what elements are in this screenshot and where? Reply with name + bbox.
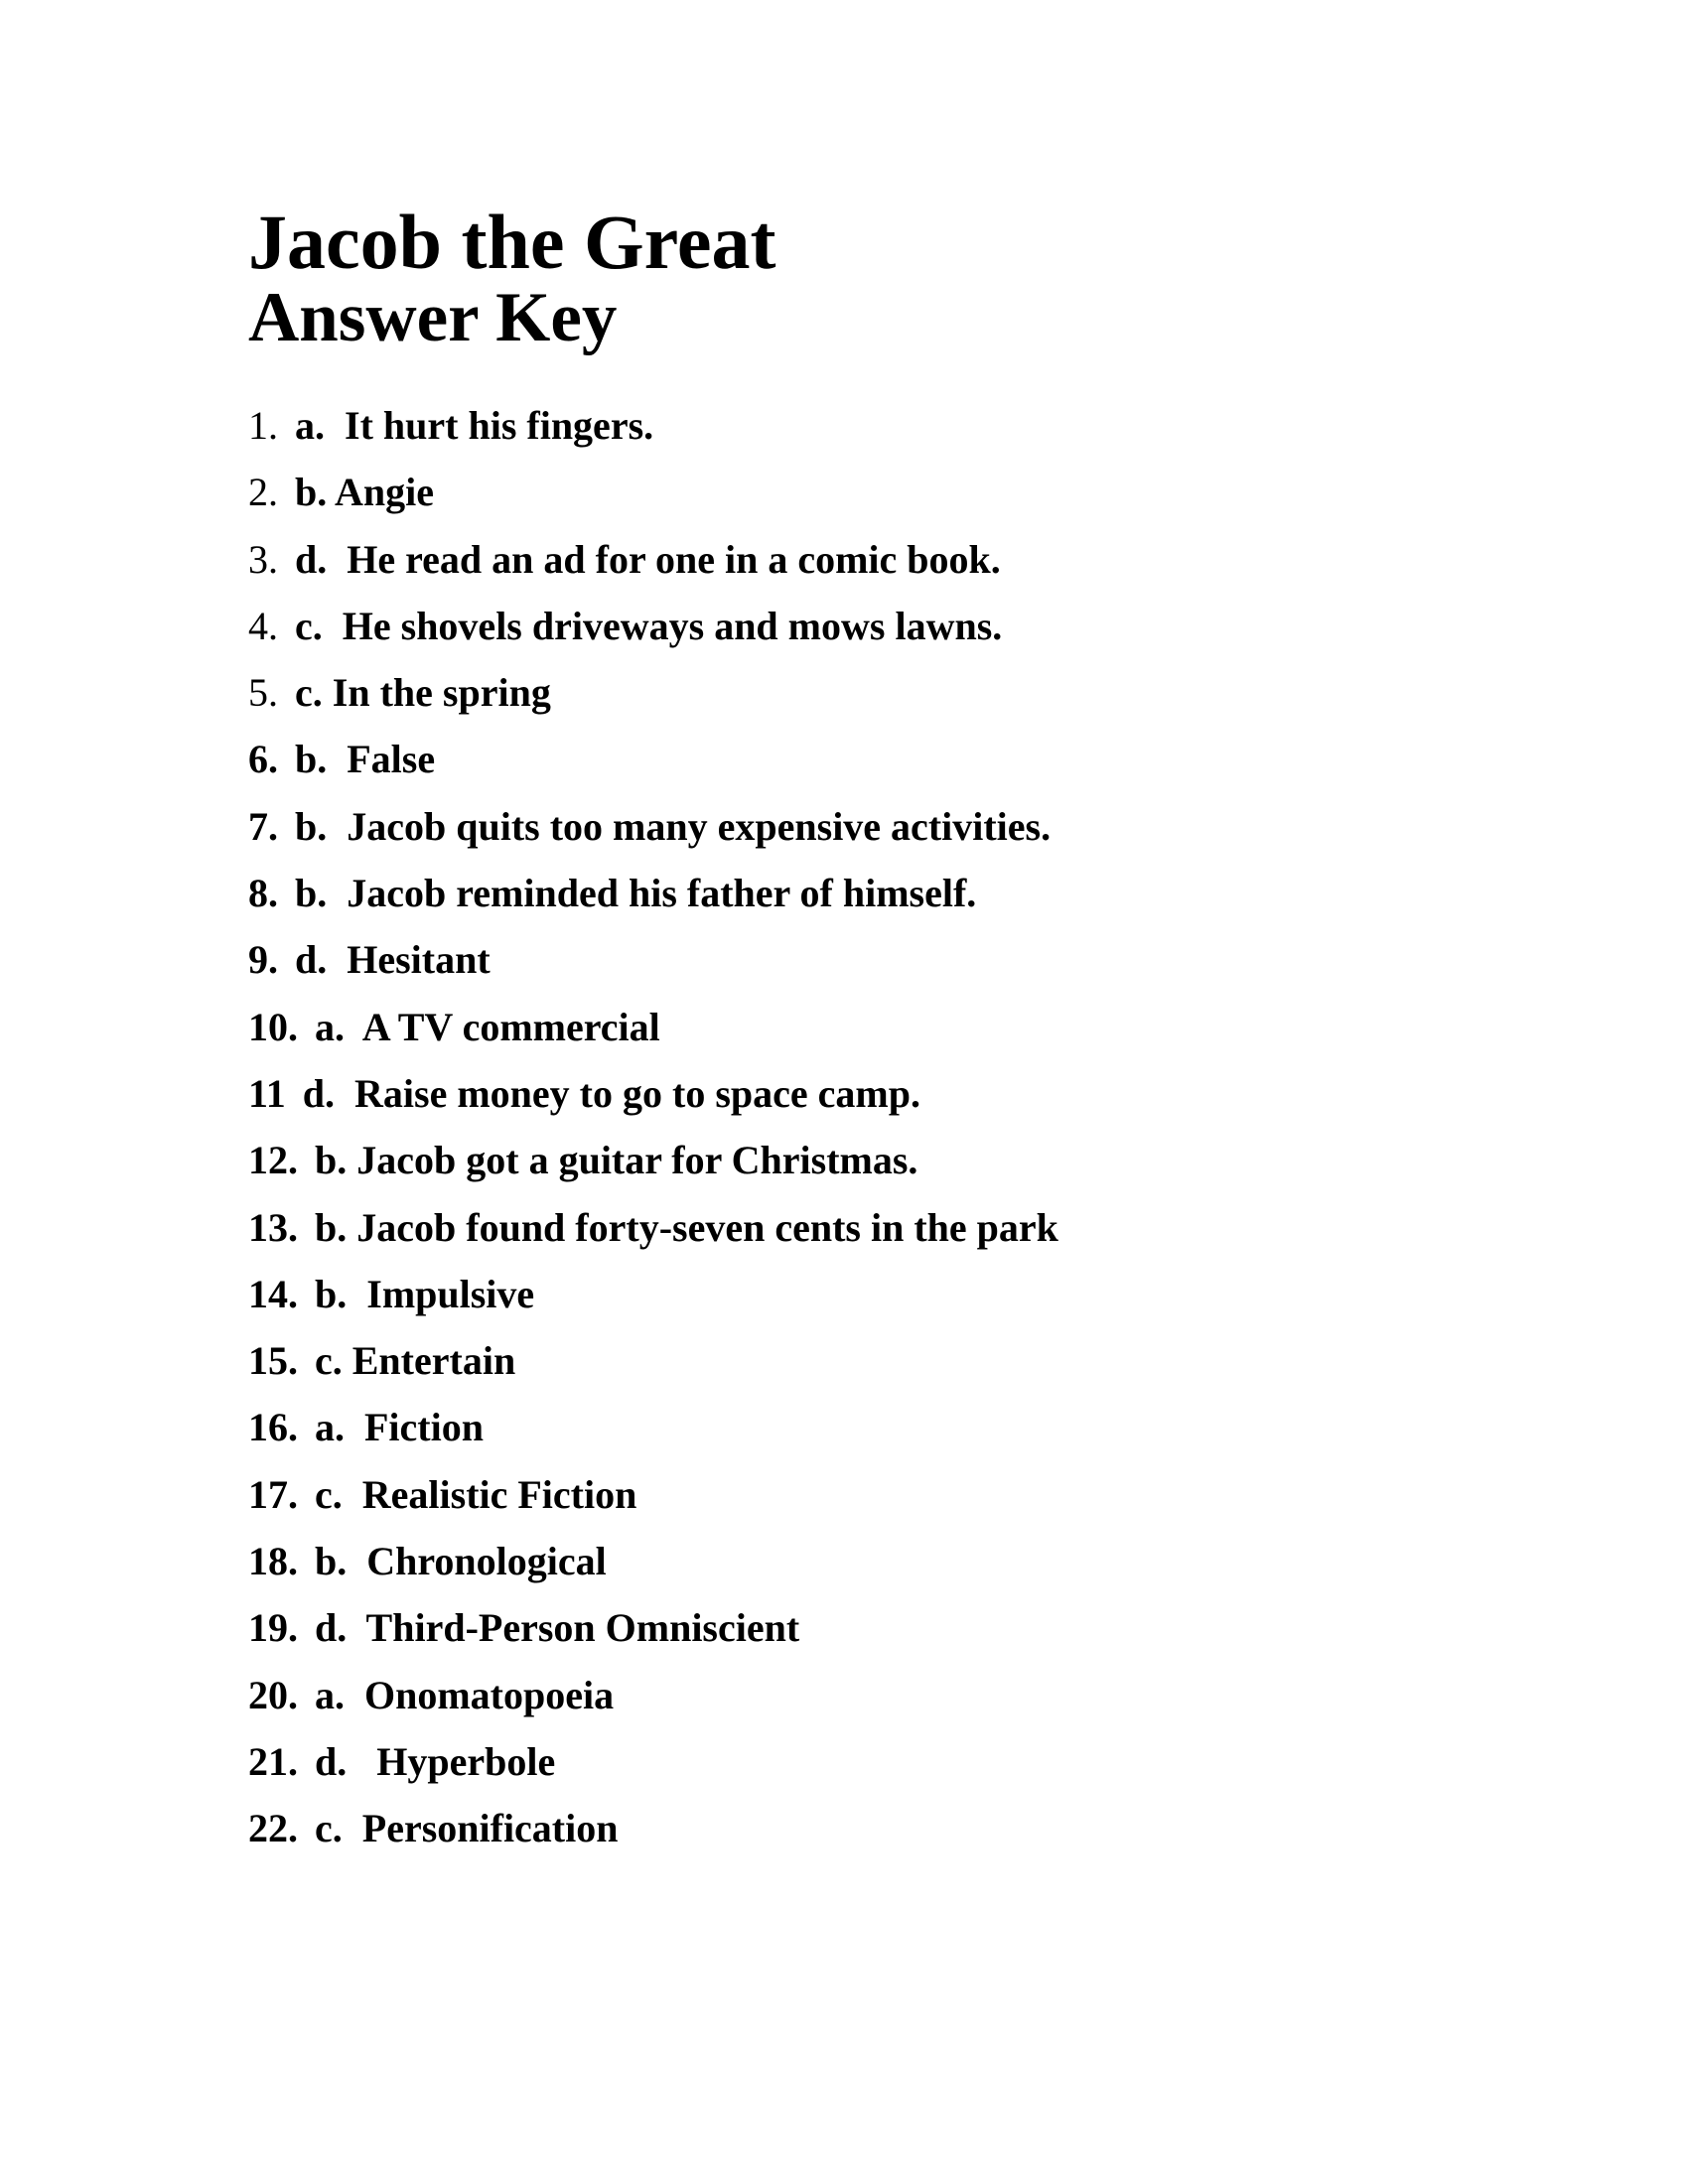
answer-item <box>248 1795 1609 1861</box>
answer-number: 5. <box>248 670 278 716</box>
answer-text: b. Impulsive <box>315 1271 535 1316</box>
answer-number: 1. <box>248 403 278 448</box>
answer-item <box>248 860 1609 926</box>
answer-item <box>248 1327 1609 1394</box>
answer-number: 16. <box>248 1405 298 1450</box>
answer-item <box>248 526 1609 593</box>
answer-number: 3. <box>248 536 278 582</box>
answer-item <box>248 1127 1609 1193</box>
answer-item <box>248 593 1609 659</box>
document-subtitle: Answer Key <box>248 279 618 356</box>
answer-number: 21. <box>248 1738 298 1784</box>
answer-item <box>248 1261 1609 1327</box>
answer-text: a. Fiction <box>315 1405 484 1450</box>
answer-item <box>248 459 1609 525</box>
answer-text: a. Onomatopoeia <box>315 1672 615 1717</box>
answer-number: 8. <box>248 871 278 916</box>
answer-text: d. Raise money to go to space camp. <box>302 1070 920 1116</box>
answer-number: 20. <box>248 1672 298 1717</box>
answer-list <box>248 392 1609 1862</box>
answer-item <box>248 1662 1609 1728</box>
answer-item <box>248 793 1609 860</box>
answer-text: c. Realistic Fiction <box>315 1471 637 1517</box>
answer-text: c. He shovels driveways and mows lawns. <box>295 603 1003 648</box>
answer-number: 14. <box>248 1271 298 1316</box>
answer-item <box>248 1060 1609 1127</box>
answer-number: 12. <box>248 1138 298 1183</box>
answer-text: c. Personification <box>315 1806 619 1851</box>
answer-text: c. In the spring <box>295 670 551 716</box>
answer-item <box>248 392 1609 459</box>
answer-text: b. Jacob got a guitar for Christmas. <box>315 1138 918 1183</box>
answer-number: 22. <box>248 1806 298 1851</box>
answer-number: 18. <box>248 1539 298 1584</box>
answer-number: 17. <box>248 1471 298 1517</box>
answer-number: 19. <box>248 1605 298 1651</box>
answer-number: 2. <box>248 470 278 515</box>
document-title: Jacob the Great <box>248 199 776 285</box>
answer-item <box>248 1728 1609 1795</box>
answer-number: 11 <box>248 1070 286 1116</box>
answer-item <box>248 1528 1609 1594</box>
answer-text: d. Third-Person Omniscient <box>315 1605 800 1651</box>
answer-item <box>248 1194 1609 1261</box>
answer-text: a. It hurt his fingers. <box>295 403 654 448</box>
answer-number: 9. <box>248 937 278 983</box>
answer-text: b. Jacob found forty-seven cents in the park <box>315 1204 1058 1250</box>
answer-item <box>248 1394 1609 1460</box>
answer-text: b. False <box>295 737 436 782</box>
answer-text: b. Jacob quits too many expensive activities. <box>295 803 1052 849</box>
answer-text: b. Jacob reminded his father of himself. <box>295 871 977 916</box>
answer-text: d. He read an ad for one in a comic book. <box>295 536 1001 582</box>
answer-text: a. A TV commercial <box>315 1004 660 1049</box>
answer-number: 6. <box>248 737 278 782</box>
answer-text: b. Chronological <box>315 1539 607 1584</box>
answer-item <box>248 994 1609 1060</box>
answer-number: 4. <box>248 603 278 648</box>
answer-number: 15. <box>248 1338 298 1384</box>
answer-item <box>248 1461 1609 1528</box>
answer-text: c. Entertain <box>315 1338 516 1384</box>
answer-number: 7. <box>248 803 278 849</box>
answer-number: 10. <box>248 1004 298 1049</box>
answer-number: 13. <box>248 1204 298 1250</box>
answer-text: b. Angie <box>295 470 435 515</box>
answer-item <box>248 926 1609 993</box>
answer-text: d. Hyperbole <box>315 1738 556 1784</box>
answer-item <box>248 726 1609 792</box>
answer-item <box>248 1594 1609 1661</box>
answer-item <box>248 659 1609 726</box>
answer-text: d. Hesitant <box>295 937 491 983</box>
